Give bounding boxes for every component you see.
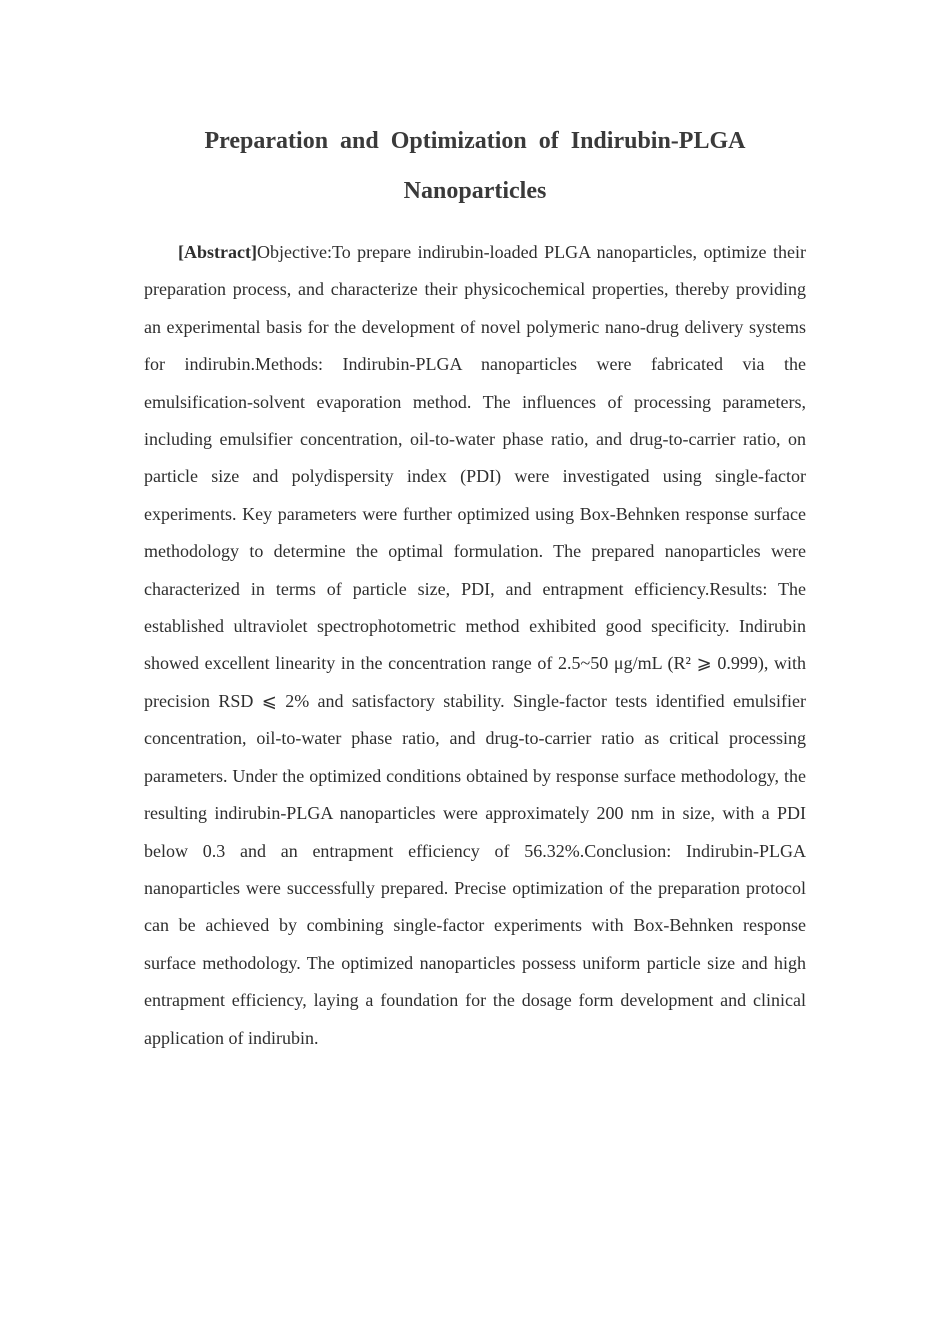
paper-title bbox=[144, 116, 806, 216]
abstract-label: [Abstract] bbox=[178, 242, 257, 262]
paper-title-line-1: Preparation and Optimization of Indirubin-PLGA bbox=[204, 128, 746, 154]
abstract-paragraph bbox=[144, 234, 806, 1057]
paper-title-line-2: Nanoparticles bbox=[403, 178, 547, 204]
abstract-body: Objective:To prepare indirubin-loaded PLGA nanoparticles, optimize their preparation process, and characterize their physicochemical properties, thereby providing an experimental basis for the development of novel polymeric nano-drug delivery systems for indirubin.Methods: Indirubin-PLGA nanoparticles were fabricated via the emulsification-solvent evaporation method. The influences of processing parameters, including emulsifier concentration, oil-to-water phase ratio, and drug-to-carrier ratio, on particle size and polydispersity index (PDI) were investigated using single-factor experiments. Key parameters were further optimized using Box-Behnken response surface methodology to determine the optimal formulation. The prepared nanoparticles were characterized in terms of particle size, PDI, and entrapment efficiency.Results: The established ultraviolet spectrophotometric method exhibited good specificity. Indirubin showed excellent linearity in the concentration range of 2.5~50 μg/mL (R² ⩾ 0.999), with precision RSD ⩽ 2% and satisfactory stability. Single-factor tests identified emulsifier concentration, oil-to-water phase ratio, and drug-to-carrier ratio as critical processing parameters. Under the optimized conditions obtained by response surface methodology, the resulting indirubin-PLGA nanoparticles were approximately 200 nm in size, with a PDI below 0.3 and an entrapment efficiency of 56.32%.Conclusion: Indirubin-PLGA nanoparticles were successfully prepared. Precise optimization of the preparation protocol can be achieved by combining single-factor experiments with Box-Behnken response surface methodology. The optimized nanoparticles possess uniform particle size and high entrapment efficiency, laying a foundation for the dosage form development and clinical application of indirubin. bbox=[144, 242, 806, 1048]
